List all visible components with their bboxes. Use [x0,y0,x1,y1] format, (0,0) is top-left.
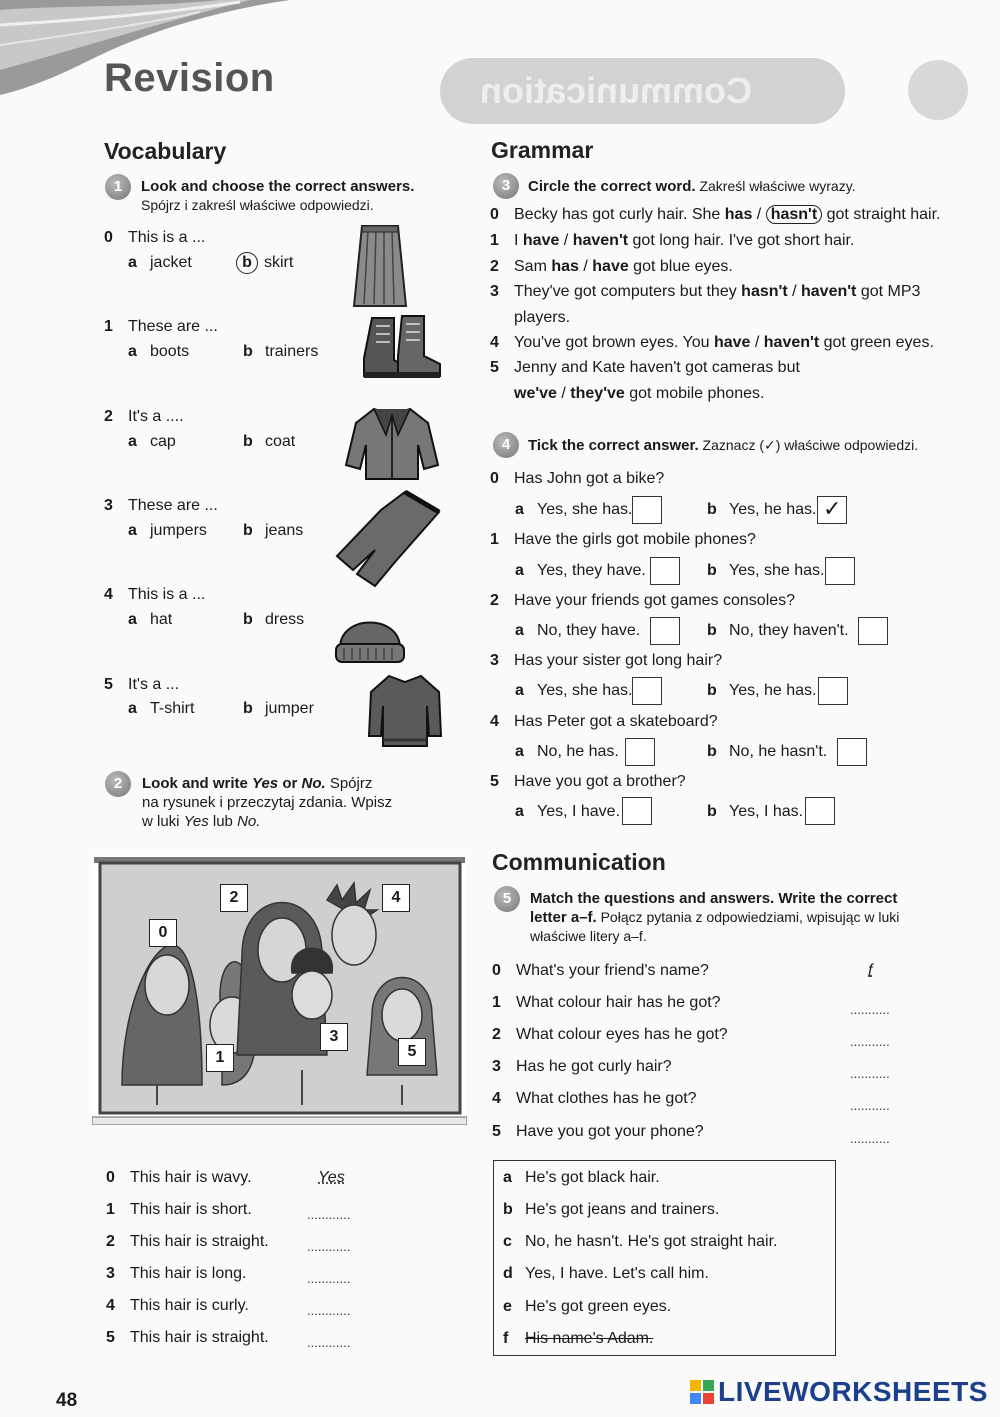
hair-label-2: 2 [220,884,248,912]
match-question-2: 2 What colour eyes has he got? [492,1026,728,1043]
vocab-item-0-option-a[interactable]: a jacket [128,254,192,271]
bleed-through-circle [908,60,968,120]
answer-option-a: a He's got black hair. [503,1169,660,1186]
tick-box-0a[interactable] [632,496,662,524]
vocab-item-4-option-a[interactable]: a hat [128,611,173,628]
tick-question-0: 0 Has John got a bike? [490,470,665,487]
tick-item-3-option-a: a Yes, she has. [515,682,633,699]
tick-box-4a[interactable] [625,738,655,766]
tick-item-5-option-b: b Yes, I has. [707,803,804,820]
vocab-item-2-option-a[interactable]: a cap [128,433,176,450]
vocab-item-3-option-b[interactable]: b jeans [243,522,304,539]
match-question-0: 0 What's your friend's name? [492,962,709,979]
word-choice-2[interactable]: they've [570,385,625,402]
tick-box-1a[interactable] [650,557,680,585]
hair-heads-illustration [92,855,467,1125]
tick-item-4-option-b: b No, he hasn't. [707,743,828,760]
jeans-picture [335,490,441,590]
communication-heading: Communication [492,849,666,875]
answer-option-e: e He's got green eyes. [503,1298,672,1315]
match-question-1: 1 What colour hair has he got? [492,994,721,1011]
vocab-item-5-option-a[interactable]: a T-shirt [128,700,195,717]
exercise-3-badge: 3 [493,173,519,199]
grammar-item-1: 1 I have / haven't got long hair. I've got short hair. [490,232,855,249]
liveworksheets-brand[interactable]: LIVEWORKSHEETS [718,1376,988,1407]
vocab-item-4-prompt: 4 This is a ... [104,586,206,603]
answer-option-d: d Yes, I have. Let's call him. [503,1265,709,1282]
boots-picture [362,312,444,382]
tick-question-3: 3 Has your sister got long hair? [490,652,723,669]
page-title: Revision [104,56,275,100]
tick-box-4b[interactable] [837,738,867,766]
tick-question-4: 4 Has Peter got a skateboard? [490,713,718,730]
answer-option-c: c No, he hasn't. He's got straight hair. [503,1233,778,1250]
tick-item-1-option-a: a Yes, they have. [515,562,646,579]
exercise-4-instruction: Tick the correct answer. Zaznacz (✓) właściwe odpowiedzi. [528,437,919,454]
hair-answer-blank-2[interactable]: ............ [307,1239,351,1254]
match-answer-0[interactable]: f [868,962,873,979]
answer-option-f-used: f His name's Adam. [503,1330,654,1347]
hair-answer-blank-4[interactable]: ............ [307,1303,351,1318]
exercise-2-instruction: Look and write Yes or No. Spójrz na rysunek i przeczytaj zdania. Wpisz w luki Yes lub No. [142,775,393,830]
match-answer-blank-1[interactable]: ........... [850,1002,890,1017]
exercise-2-badge: 2 [105,771,131,797]
exercise-5-instruction: Match the questions and answers. Write the correct letter a–f. Połącz pytania z odpowiedziami, wpisując w luki właściwe litery a–f. [530,890,900,944]
tick-question-2: 2 Have your friends got games consoles? [490,592,796,609]
tick-item-2-option-b: b No, they haven't. [707,622,849,639]
match-answer-blank-3[interactable]: ........... [850,1066,890,1081]
hair-statement-0: 0 This hair is wavy. [106,1169,252,1186]
vocab-item-0-prompt: 0 This is a ... [104,229,206,246]
vocab-item-3-option-a[interactable]: a jumpers [128,522,207,539]
hair-label-5: 5 [398,1038,426,1066]
word-choice-1[interactable]: hasn't [741,283,788,300]
exercise-3-instruction: Circle the correct word. Zakreśl właściwe wyrazy. [528,178,856,195]
grammar-item-5-continuation: we've / they've got mobile phones. [514,385,765,402]
exercise-5-badge: 5 [494,886,520,912]
tick-box-5a[interactable] [622,797,652,825]
hair-label-0: 0 [149,919,177,947]
tick-box-3b[interactable] [818,677,848,705]
hair-statement-1: 1 This hair is short. [106,1201,252,1218]
grammar-item-4: 4 You've got brown eyes. You have / haven't got green eyes. [490,334,934,351]
liveworksheets-logo-icon [690,1380,714,1404]
grammar-item-3-continuation: players. [514,309,571,326]
hair-label-4: 4 [382,884,410,912]
grammar-item-2: 2 Sam has / have got blue eyes. [490,258,733,275]
tick-question-5: 5 Have you got a brother? [490,773,686,790]
tick-item-2-option-a: a No, they have. [515,622,641,639]
tick-item-0-option-b: b Yes, he has. [707,501,817,518]
bleed-through-banner: Communication [440,58,845,124]
word-choice-1[interactable]: have [713,334,751,351]
word-choice-2[interactable]: haven't [763,334,820,351]
vocab-item-5-prompt: 5 It's a ... [104,676,180,693]
grammar-item-3: 3 They've got computers but they hasn't / haven't got MP3 [490,283,921,300]
hair-answer-blank-1[interactable]: ............ [307,1207,351,1222]
match-question-3: 3 Has he got curly hair? [492,1058,672,1075]
jumper-picture [367,672,443,750]
hair-answer-0[interactable]: Yes [318,1169,345,1186]
word-choice-1[interactable]: has [724,206,753,223]
exercise-4-badge: 4 [493,432,519,458]
hat-picture [332,604,408,668]
vocab-item-3-prompt: 3 These are ... [104,497,218,514]
hair-answer-blank-3[interactable]: ............ [307,1271,351,1286]
jacket-picture [344,405,440,483]
exercise-1-instruction: Look and choose the correct answers. Spójrz i zakreśl właściwe odpowiedzi. [141,178,415,213]
tick-box-2b[interactable] [858,617,888,645]
match-question-4: 4 What clothes has he got? [492,1090,697,1107]
hair-answer-blank-5[interactable]: ............ [307,1335,351,1350]
skirt-picture [350,222,410,310]
vocab-item-1-option-b[interactable]: b trainers [243,343,319,360]
match-answer-blank-2[interactable]: ........... [850,1034,890,1049]
grammar-item-5: 5 Jenny and Kate haven't got cameras but [490,359,800,376]
match-answer-blank-5[interactable]: ........... [850,1131,890,1146]
hair-statement-2: 2 This hair is straight. [106,1233,269,1250]
tick-mark: ✓ [823,496,842,521]
word-choice-2[interactable]: haven't [572,232,629,249]
hair-label-3: 3 [320,1023,348,1051]
word-choice-2[interactable]: haven't [801,283,857,300]
tick-box-1b[interactable] [825,557,855,585]
vocab-item-2-prompt: 2 It's a .... [104,408,184,425]
hair-statement-4: 4 This hair is curly. [106,1297,249,1314]
tick-question-1: 1 Have the girls got mobile phones? [490,531,756,548]
grammar-item-0: 0 Becky has got curly hair. She has / hasn't got straight hair. [490,206,941,223]
tick-box-5b[interactable] [805,797,835,825]
vocab-item-1-prompt: 1 These are ... [104,318,218,335]
word-choice-1[interactable]: has [551,258,579,275]
tick-box-2a[interactable] [650,617,680,645]
tick-item-1-option-b: b Yes, she has. [707,562,825,579]
circled-answer: b [236,252,258,274]
page-number: 48 [56,1390,78,1411]
hair-statement-3: 3 This hair is long. [106,1265,247,1282]
tick-item-0-option-a: a Yes, she has. [515,501,633,518]
grammar-heading: Grammar [491,137,594,163]
word-choice-2-circled[interactable]: hasn't [766,205,822,224]
exercise-1-badge: 1 [105,174,131,200]
tick-item-3-option-b: b Yes, he has. [707,682,817,699]
vocab-item-1-option-a[interactable]: a boots [128,343,190,360]
match-question-5: 5 Have you got your phone? [492,1123,704,1140]
tick-item-5-option-a: a Yes, I have. [515,803,621,820]
word-choice-2[interactable]: have [592,258,629,275]
vocab-item-0-option-b[interactable]: b skirt [236,252,293,274]
vocab-item-4-option-b[interactable]: b dress [243,611,305,628]
word-choice-1[interactable]: have [522,232,560,249]
vocab-item-5-option-b[interactable]: b jumper [243,700,314,717]
answer-options-box [493,1160,836,1356]
answer-option-b: b He's got jeans and trainers. [503,1201,720,1218]
vocabulary-heading: Vocabulary [104,138,227,164]
hair-label-1: 1 [206,1044,234,1072]
tick-box-3a[interactable] [632,677,662,705]
hair-statement-5: 5 This hair is straight. [106,1329,269,1346]
word-choice-1[interactable]: we've [514,385,557,402]
match-answer-blank-4[interactable]: ........... [850,1098,890,1113]
vocab-item-2-option-b[interactable]: b coat [243,433,296,450]
tick-item-4-option-a: a No, he has. [515,743,619,760]
